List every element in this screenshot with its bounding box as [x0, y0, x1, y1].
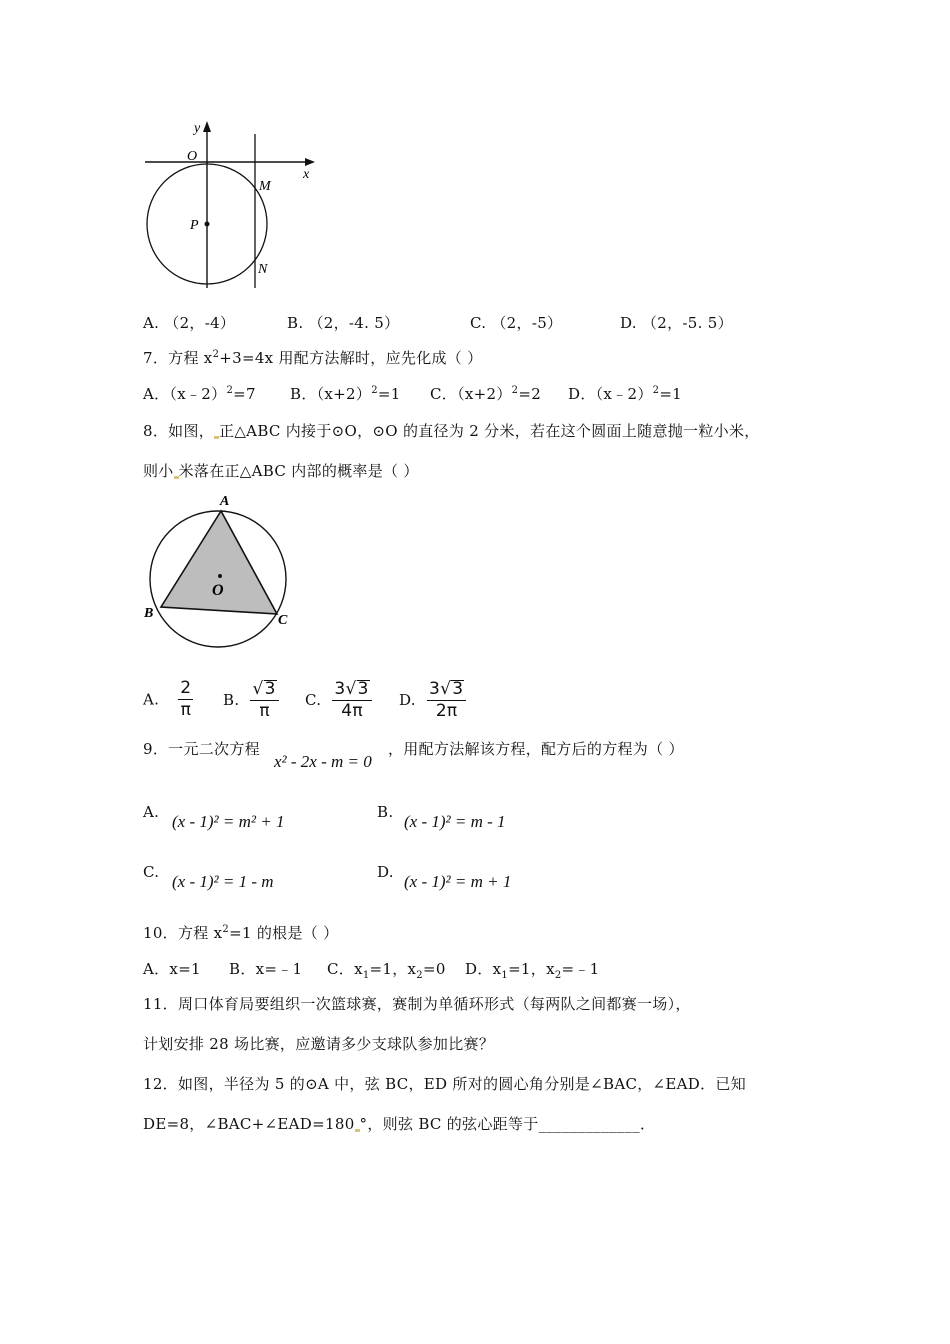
q7-option-b: B．$(x+2)^2=1$ [290, 385, 401, 403]
vertex-c-label: C [278, 613, 288, 628]
q9-option-d-label: D. [377, 863, 394, 881]
q9-stem: 9．一元二次方程 [143, 740, 260, 758]
q11-stem-line2: 计划安排 28 场比赛，应邀请多少支球队参加比赛？ [143, 1035, 495, 1053]
q9-option-a-label: A. [143, 803, 160, 821]
vertex-b-label: B [144, 606, 154, 621]
q10-option-c: C．$x_1=1$，$x_2=0$ [327, 960, 446, 981]
q9-option-b-eq: (x - 1)² = m - 1 [404, 812, 506, 831]
q10-option-a: A．x=1 [143, 960, 201, 978]
m-label: M [259, 179, 271, 194]
q7-option-a: A．（x﹣2）$^2$=7 [143, 385, 256, 403]
origin-label: O [187, 149, 198, 164]
point-p [205, 222, 210, 227]
q10-option-b: B．x=﹣1 [229, 960, 303, 978]
q10-stem: 10．方程 $x^2=1$ 的根是（ ） [143, 924, 339, 942]
q9-equation: x² - 2x - m = 0 [274, 752, 372, 771]
q9-stem-post: ，用配方法解该方程，配方后的方程为（ ） [388, 740, 684, 758]
q12-stem-line1: 12．如图，半径为 5 的⊙A 中，弦 BC，ED 所对的圆心角分别是∠BAC，∠EAD．已知 [143, 1075, 747, 1093]
x-axis-arrow [305, 158, 315, 166]
q8-stem-line2: 则小 米落在正△ABC 内部的概率是（ ） [143, 462, 419, 480]
q8-option-d: D. $\frac{3√3}{2\pi}$ [399, 680, 466, 720]
x-label: x [303, 167, 310, 182]
q9-option-c-eq: (x - 1)² = 1 - m [172, 872, 274, 891]
q8-stem-line1: 8．如图， 正△ABC 内接于⊙O，⊙O 的直径为 2 分米，若在这个圆面上随意抛一粒小米， [143, 422, 760, 440]
y-label: y [194, 121, 201, 136]
figure-inscribed-triangle [140, 490, 300, 650]
q9-option-c-label: C. [143, 863, 160, 881]
q7-stem: 7．方程 $x^2+3=4x$ 用配方法解时，应先化成（ ） [143, 349, 483, 367]
q11-stem-line1: 11．周口体育局要组织一次篮球赛，赛制为单循环形式（每两队之间都赛一场）， [143, 995, 691, 1013]
y-axis-arrow [203, 121, 211, 132]
vertex-a-label: A [220, 494, 230, 509]
q9-option-d-eq: (x - 1)² = m + 1 [404, 872, 512, 891]
q9-option-a-eq: (x - 1)² = m² + 1 [172, 812, 285, 831]
center-o-dot [218, 574, 222, 578]
center-o-label: O [212, 582, 224, 599]
q8-option-c: C. $\frac{3√3}{4\pi}$ [305, 680, 372, 720]
figure-circle-p [135, 118, 335, 293]
q12-stem-line2: DE=8，∠BAC+∠EAD=180 °，则弦 BC 的弦心距等于_____________． [143, 1115, 656, 1133]
answer-blank[interactable]: _____________ [538, 1115, 640, 1133]
q6-option-d: D. （2，-5. 5） [620, 314, 733, 332]
q10-option-d: D．$x_1=1$，$x_2=﹣1$ [465, 960, 600, 981]
n-label: N [258, 262, 268, 277]
q9-option-b-label: B. [377, 803, 394, 821]
q8-option-a: A. $\frac{2}{\pi}$ [143, 678, 192, 720]
q8-option-b: B. $\frac{√3}{\pi}$ [223, 680, 279, 720]
q6-option-c: C. （2，-5） [470, 314, 563, 332]
q6-option-a: A. （2，-4） [143, 314, 236, 332]
q6-option-b: B. （2，-4. 5） [287, 314, 400, 332]
q7-option-c: C．$(x+2)^2=2$ [430, 385, 542, 403]
p-label: P [190, 218, 199, 233]
q7-option-d: D．（x﹣2）$^2$=1 [568, 385, 683, 403]
